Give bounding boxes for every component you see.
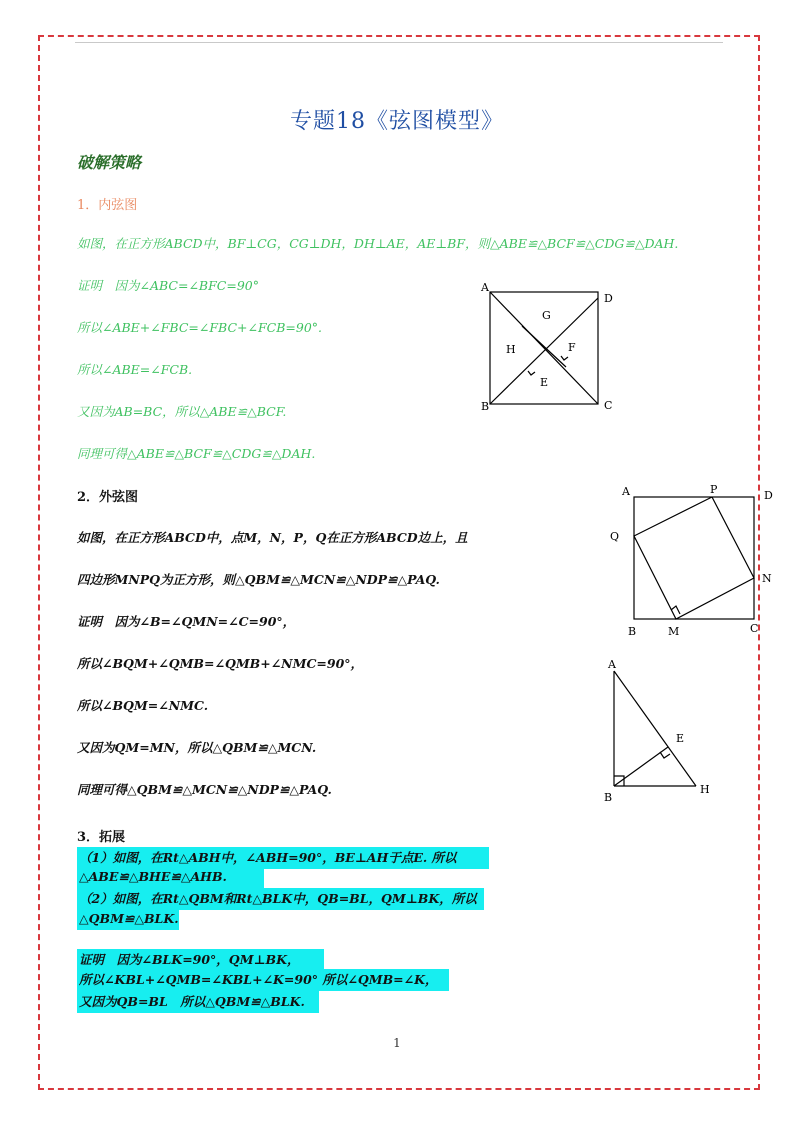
highlight-line: 证明 因为∠BLK=90°，QM⊥BK，: [77, 949, 324, 971]
label-a: A: [622, 485, 630, 498]
part2-line: 同理可得△QBM≌△MCN≌△NDP≌△PAQ.: [77, 782, 332, 797]
label-g: G: [542, 309, 551, 322]
label-p: P: [710, 483, 718, 496]
square-mnpq: [634, 497, 754, 619]
label-m: M: [668, 625, 680, 638]
label-f: F: [568, 341, 576, 354]
highlight-line: （1）如图，在Rt△ABH中，∠ABH=90°，BE⊥AH于点E. 所以: [77, 847, 489, 869]
label-h: H: [700, 783, 710, 796]
label-q: Q: [610, 530, 620, 543]
part1-line: 同理可得△ABE≌△BCF≌△CDG≌△DAH.: [77, 446, 316, 461]
highlight-line: △QBM≌△BLK.: [77, 908, 179, 930]
highlight-line: 所以∠KBL+∠QMB=∠KBL+∠K=90° 所以∠QMB=∠K，: [77, 969, 449, 991]
part2-line: 四边形MNPQ为正方形，则△QBM≌△MCN≌△NDP≌△PAQ.: [77, 572, 440, 587]
section-heading: 破解策略: [77, 153, 142, 172]
figure-right-triangle: [596, 656, 726, 816]
part2-line: 所以∠BQM=∠NMC.: [77, 698, 209, 713]
square-abcd: [634, 497, 754, 619]
figure-outer-chord: [606, 480, 786, 640]
part2-line: 证明 因为∠B=∠QMN=∠C=90°，: [77, 614, 296, 629]
label-b: B: [604, 791, 613, 804]
label-n: N: [762, 572, 772, 585]
highlight-line: （2）如图，在Rt△QBM和Rt△BLK中，QB=BL，QM⊥BK，所以: [77, 888, 484, 910]
part1-line: 证明 因为∠ABC=∠BFC=90°: [77, 278, 259, 293]
label-e: E: [540, 376, 549, 389]
right-angle-e: [528, 371, 535, 375]
side-ah: [614, 671, 696, 786]
label-h: H: [506, 343, 516, 356]
header-rule: [75, 42, 723, 43]
part1-line: 又因为AB=BC，所以△ABE≌△BCF.: [77, 404, 287, 419]
page-number: 1: [393, 1036, 401, 1050]
label-c: C: [750, 622, 759, 635]
label-c: C: [604, 399, 613, 412]
part2-heading: 2．外弦图: [77, 490, 139, 505]
right-angle-e: [660, 752, 670, 758]
part2-line: 又因为QM=MN，所以△QBM≌△MCN.: [77, 740, 317, 755]
label-d: D: [604, 292, 613, 305]
line-hf: [522, 326, 566, 367]
part1-line: 所以∠ABE+∠FBC=∠FBC+∠FCB=90°.: [77, 320, 322, 335]
figure-inner-chord: [478, 280, 628, 415]
page-title: 专题18《弦图模型》: [290, 109, 504, 134]
part2-line: 如图，在正方形ABCD中，点M，N，P，Q在正方形ABCD边上，且: [77, 530, 468, 545]
label-a: A: [608, 658, 616, 671]
label-b: B: [481, 400, 490, 413]
part1-heading: 1．内弦图: [77, 198, 138, 213]
right-angle-f: [561, 356, 568, 360]
part2-line: 所以∠BQM+∠QMB=∠QMB+∠NMC=90°，: [77, 656, 364, 671]
highlight-line: 又因为QB=BL 所以△QBM≌△BLK.: [77, 991, 319, 1013]
label-d: D: [764, 489, 773, 502]
part1-line: 如图，在正方形ABCD中，BF⊥CG，CG⊥DH，DH⊥AE，AE⊥BF，则△ABE≌△BCF≌△CDG≌△DAH.: [77, 236, 679, 251]
label-b: B: [628, 625, 637, 638]
part3-heading: 3．拓展: [77, 830, 126, 845]
highlight-line: △ABE≌△BHE≌△AHB.: [77, 866, 264, 888]
part1-line: 所以∠ABE=∠FCB.: [77, 362, 193, 377]
label-e: E: [676, 732, 685, 745]
label-a: A: [481, 281, 489, 294]
